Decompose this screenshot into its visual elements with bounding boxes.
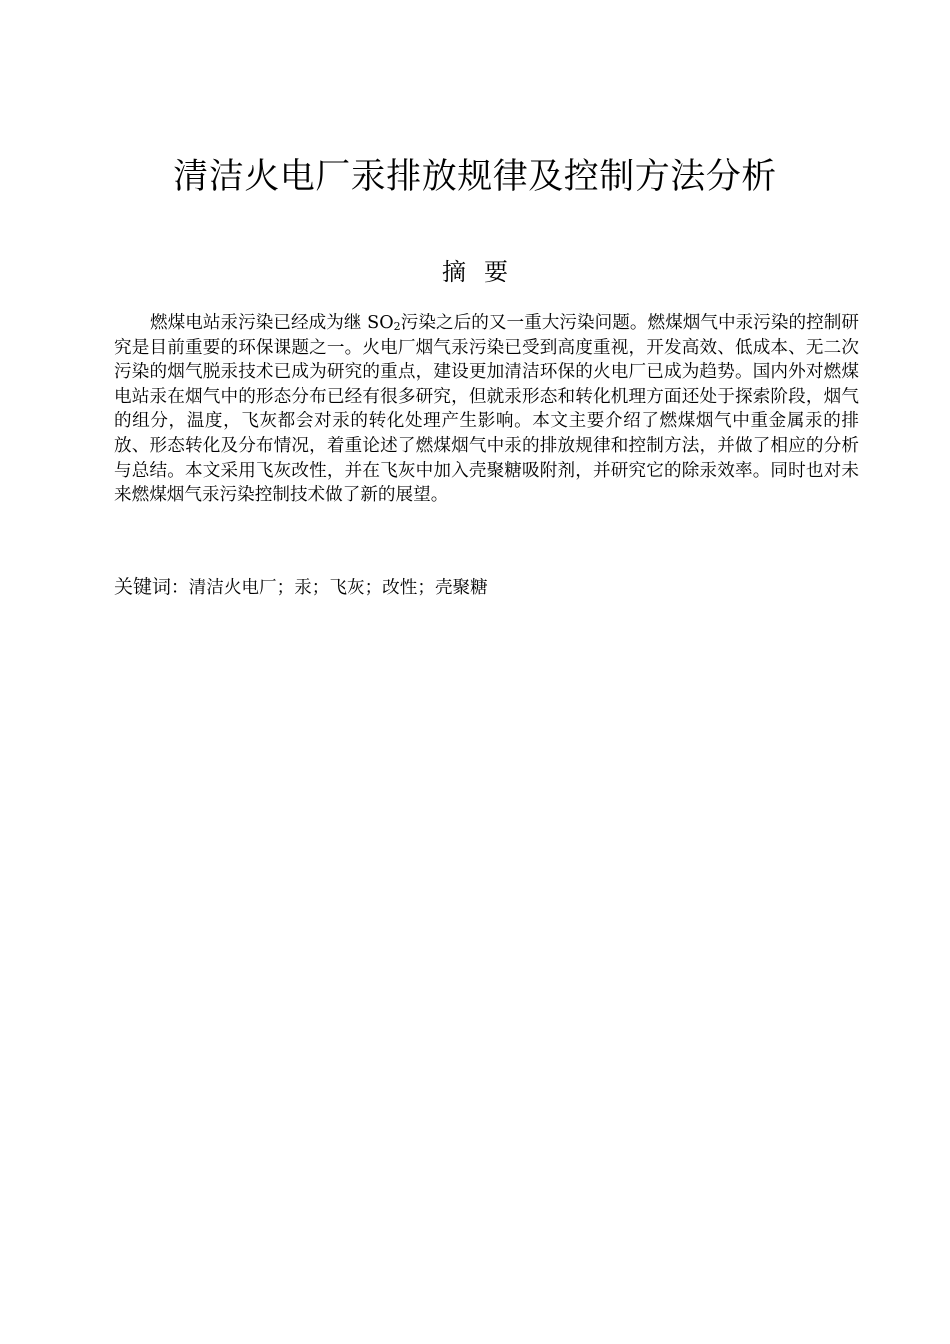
abstract-heading-char-2: 要 [484,258,508,286]
keywords-label: 关键词 [114,576,172,598]
abstract-paragraph [114,311,859,508]
abstract-text-part-1: 燃煤电站汞污染已经成为继 SO [150,313,394,333]
document-title: 清洁火电厂汞排放规律及控制方法分析 [173,157,777,197]
keywords-list: 清洁火电厂；汞；飞灰；改性；壳聚糖 [188,578,488,598]
abstract-heading-char-1: 摘 [442,258,466,286]
abstract-heading [0,252,950,292]
so2-subscript: 2 [393,320,401,333]
keywords-line [114,574,859,602]
keywords-colon: ： [171,578,189,598]
abstract-text-part-2: 污染之后的又一重大污染问题。燃煤烟气中汞污染的控制研究是目前重要的环保课题之一。火电厂烟气汞污染已受到高度重视，开发高效、低成本、无二次污染的烟气脱汞技术已成为研究的重点，建设更加清洁环保的火电厂已成为趋势。国内外对燃煤电站汞在烟气中的形态分布已经有很多研究，但就汞形态和转化机理方面还处于探索阶段，烟气的组分，温度，飞灰都会对汞的转化处理产生影响。本文主要介绍了燃煤烟气中重金属汞的排放、形态转化及分布情况，着重论述了燃煤烟气中汞的排放规律和控制方法，并做了相应的分析与总结。本文采用飞灰改性，并在飞灰中加入壳聚糖吸附剂，并研究它的除汞效率。同时也对未来燃煤烟气汞污染控制技术做了新的展望。 [114,313,859,506]
